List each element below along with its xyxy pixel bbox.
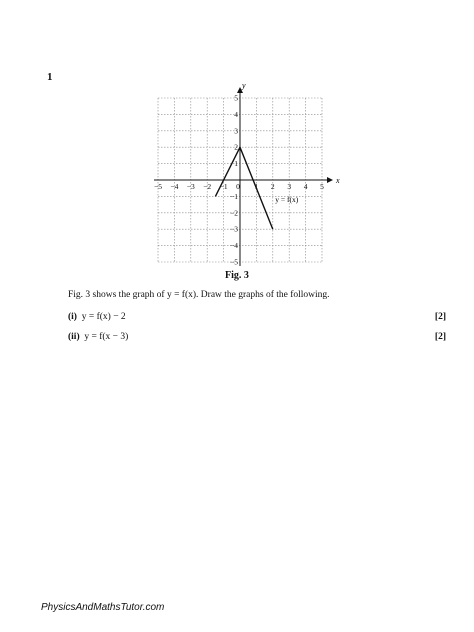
- x-tick-label: −3: [186, 182, 195, 191]
- y-tick-label: 3: [234, 126, 238, 136]
- y-axis-label: y: [242, 81, 246, 90]
- question-part-ii: [68, 332, 446, 342]
- footer-site-name: PhysicsAndMathsTutor.com: [41, 602, 165, 613]
- question-part-i: [68, 312, 446, 322]
- y-tick-label: −5: [230, 257, 238, 267]
- x-tick-label: 0: [236, 182, 240, 191]
- y-tick-label: −2: [230, 208, 238, 218]
- x-tick-label: 2: [270, 182, 275, 191]
- y-tick-label: −4: [230, 241, 238, 251]
- x-tick-label: −4: [170, 182, 179, 191]
- x-tick-label: 3: [287, 182, 292, 191]
- part-expression: y = f(x) − 2: [81, 312, 126, 322]
- part-expression: y = f(x − 3): [84, 332, 129, 342]
- figure-caption: Fig. 3: [225, 270, 249, 281]
- part-label: (ii): [68, 332, 80, 342]
- question-number: 1: [47, 71, 53, 83]
- x-tick-label: −1: [219, 182, 228, 191]
- y-tick-label: 5: [234, 93, 238, 103]
- part-label: (i): [68, 312, 77, 322]
- y-tick-label: −3: [230, 224, 238, 234]
- x-tick-label: −2: [203, 182, 212, 191]
- y-tick-label: 2: [234, 142, 238, 152]
- x-tick-label: 5: [320, 182, 324, 191]
- question-prompt: Fig. 3 shows the graph of y = f(x). Draw the graphs of the following.: [68, 290, 330, 300]
- y-tick-label: −1: [230, 191, 238, 201]
- curve-label: y = f(x): [275, 195, 299, 205]
- part-marks: [2]: [434, 332, 446, 342]
- function-graph: [150, 80, 345, 267]
- x-tick-label: 1: [254, 182, 259, 191]
- x-tick-label: −5: [154, 182, 162, 191]
- x-axis-label: x: [336, 176, 340, 185]
- part-marks: [2]: [434, 312, 446, 322]
- y-tick-label: 1: [234, 159, 238, 169]
- x-tick-label: 4: [303, 182, 308, 191]
- y-tick-label: 4: [234, 109, 238, 119]
